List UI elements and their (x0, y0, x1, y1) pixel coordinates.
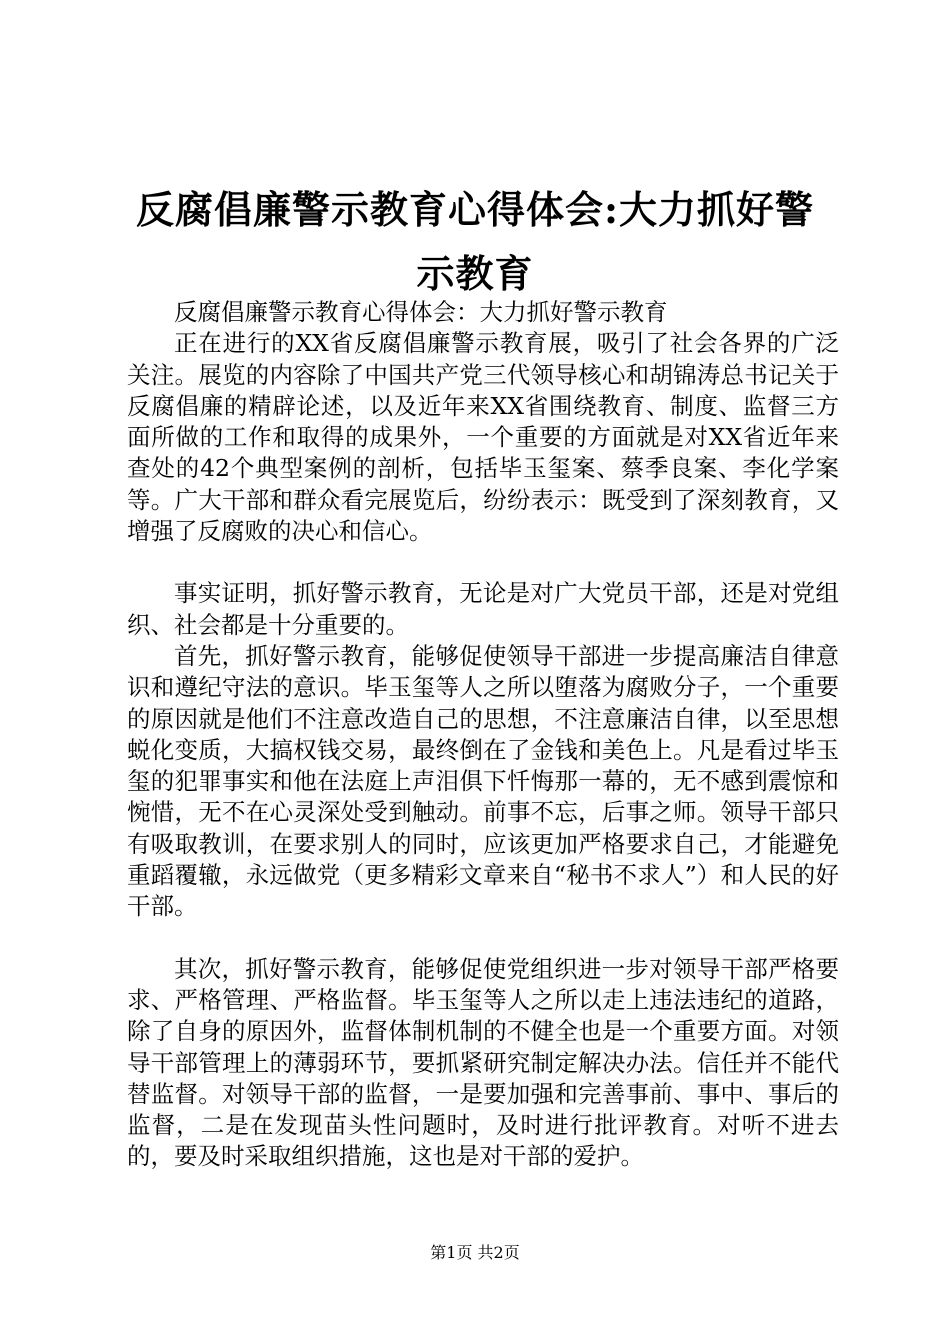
body-paragraph: 首先，抓好警示教育，能够促使领导干部进一步提高廉洁自律意识和遵纪守法的意识。毕玉玺等人之所以堕落为腐败分子，一个重要的原因就是他们不注意改造自己的思想，不注意廉洁自律，以至思想蜕化变质，大搞权钱交易，最终倒在了金钱和美色上。凡是看过毕玉玺的犯罪事实和他在法庭上声泪俱下忏悔那一幕的，无不感到震惊和惋惜，无不在心灵深处受到触动。前事不忘，后事之师。领导干部只有吸取教训，在要求别人的同时，应该更加严格要求自己，才能避免重蹈覆辙，永远做党（更多精彩文章来自“秘书不求人”）和人民的好干部。 (127, 641, 839, 921)
subtitle-paragraph: 反腐倡廉警示教育心得体会：大力抓好警示教育 (174, 298, 668, 326)
document-body (127, 297, 839, 1173)
body-paragraph: 正在进行的XX省反腐倡廉警示教育展，吸引了社会各界的广泛关注。展览的内容除了中国共产党三代领导核心和胡锦涛总书记关于反腐倡廉的精辟论述，以及近年来XX省围绕教育、制度、监督三方面所做的工作和取得的成果外，一个重要的方面就是对XX省近年来查处的42个典型案例的剖析，包括毕玉玺案、蔡季良案、李化学案等。广大干部和群众看完展览后，纷纷表示：既受到了深刻教育，又增强了反腐败的决心和信心。 (127, 329, 839, 546)
body-paragraph: 其次，抓好警示教育，能够促使党组织进一步对领导干部严格要求、严格管理、严格监督。毕玉玺等人之所以走上违法违纪的道路，除了自身的原因外，监督体制机制的不健全也是一个重要方面。对领导干部管理上的薄弱环节，要抓紧研究制定解决办法。信任并不能代替监督。对领导干部的监督，一是要加强和完善事前、事中、事后的监督，二是在发现苗头性问题时，及时进行批评教育。对听不进去的，要及时采取组织措施，这也是对干部的爱护。 (127, 954, 839, 1171)
page-footer: 第1页 共2页 (430, 1243, 520, 1262)
page-title: 反腐倡廉警示教育心得体会:大力抓好警示教育 (135, 187, 815, 296)
body-paragraph: 事实证明，抓好警示教育，无论是对广大党员干部，还是对党组织、社会都是十分重要的。 (127, 579, 839, 639)
